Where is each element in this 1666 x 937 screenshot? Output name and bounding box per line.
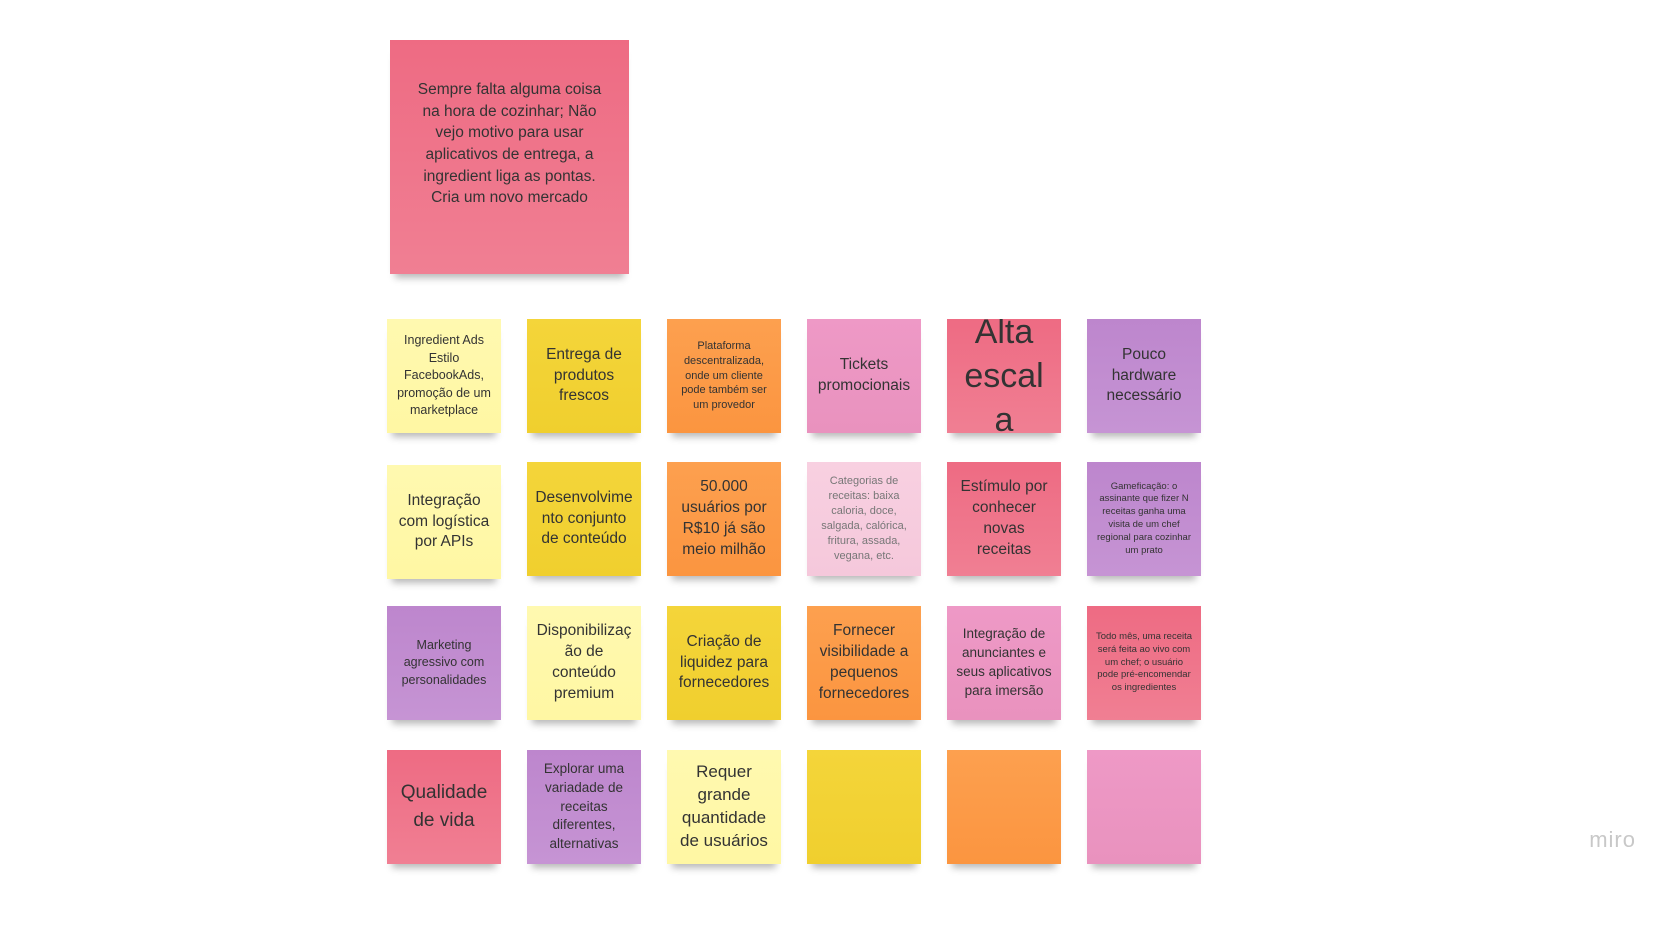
sticky-note-text: Todo mês, uma receita será feita ao vivo com um chef; o usuário pode pré-encomendar os ingredientes — [1095, 630, 1193, 694]
sticky-note[interactable] — [667, 319, 781, 433]
sticky-note-empty[interactable] — [947, 750, 1061, 864]
sticky-note-text: Marketing agressivo com personalidades — [401, 637, 487, 687]
sticky-note-text: Tickets promocionais — [817, 356, 911, 394]
sticky-note[interactable] — [807, 462, 921, 576]
sticky-note[interactable] — [1087, 606, 1201, 720]
sticky-note[interactable] — [387, 750, 501, 864]
sticky-note-text: Criação de liquidez para fornecedores — [678, 632, 770, 692]
sticky-note[interactable] — [387, 606, 501, 720]
sticky-note-text: Disponibilização de conteúdo premium — [536, 622, 632, 702]
sticky-note[interactable] — [947, 319, 1061, 433]
sticky-note-text: Requer grande quantidade de usuários — [680, 762, 768, 850]
sticky-note[interactable] — [527, 750, 641, 864]
sticky-note[interactable] — [807, 606, 921, 720]
sticky-note[interactable] — [667, 462, 781, 576]
sticky-note[interactable] — [1087, 462, 1201, 576]
sticky-note-text: Fornecer visibilidade a pequenos fornecedores — [818, 622, 910, 702]
sticky-note[interactable] — [387, 319, 501, 433]
sticky-note[interactable] — [807, 319, 921, 433]
sticky-note-text: Pouco hardware necessário — [1106, 345, 1182, 405]
sticky-note-text: Sempre falta alguma coisa na hora de cozinhar; Não vejo motivo para usar aplicativos de entrega, a ingredient liga as pontas. Cria um novo mercado — [417, 80, 602, 207]
sticky-note[interactable] — [527, 462, 641, 576]
sticky-note[interactable] — [387, 465, 501, 579]
miro-logo: miro — [1589, 827, 1636, 852]
sticky-note-main[interactable] — [390, 40, 629, 274]
sticky-note-text: 50.000 usuários por R$10 já são meio milhão — [681, 478, 767, 558]
sticky-note-text: Entrega de produtos frescos — [546, 345, 622, 405]
sticky-note-text: Integração de anunciantes e seus aplicativos para imersão — [956, 626, 1052, 698]
sticky-note-text: Ingredient Ads Estilo FacebookAds, promoção de um marketplace — [397, 333, 491, 418]
sticky-note-text: Alta escala — [964, 319, 1044, 433]
sticky-note[interactable] — [667, 606, 781, 720]
sticky-note-empty[interactable] — [1087, 750, 1201, 864]
sticky-note-text: Categorias de receitas: baixa caloria, doce, salgada, calórica, fritura, assada, vegana, etc. — [821, 475, 907, 562]
sticky-note-text: Integração com logística por APIs — [398, 491, 490, 551]
sticky-note[interactable] — [947, 462, 1061, 576]
sticky-note-text: Explorar uma variadade de receitas diferentes, alternativas — [543, 760, 625, 852]
sticky-note[interactable] — [527, 319, 641, 433]
sticky-note[interactable] — [527, 606, 641, 720]
sticky-note[interactable] — [947, 606, 1061, 720]
sticky-note-text: Plataforma descentralizada, onde um cliente pode também ser um provedor — [681, 339, 767, 412]
sticky-note-empty[interactable] — [807, 750, 921, 864]
sticky-note-text: Desenvolvimento conjunto de conteúdo — [535, 488, 633, 548]
sticky-note-text: Estímulo por conhecer novas receitas — [960, 478, 1048, 558]
sticky-note[interactable] — [667, 750, 781, 864]
sticky-note[interactable] — [1087, 319, 1201, 433]
sticky-note-text: Qualidade de vida — [400, 782, 488, 831]
sticky-note-text: Gameficação: o assinante que fizer N receitas ganha uma visita de um chef regional para cozinhar um prato — [1096, 480, 1191, 556]
